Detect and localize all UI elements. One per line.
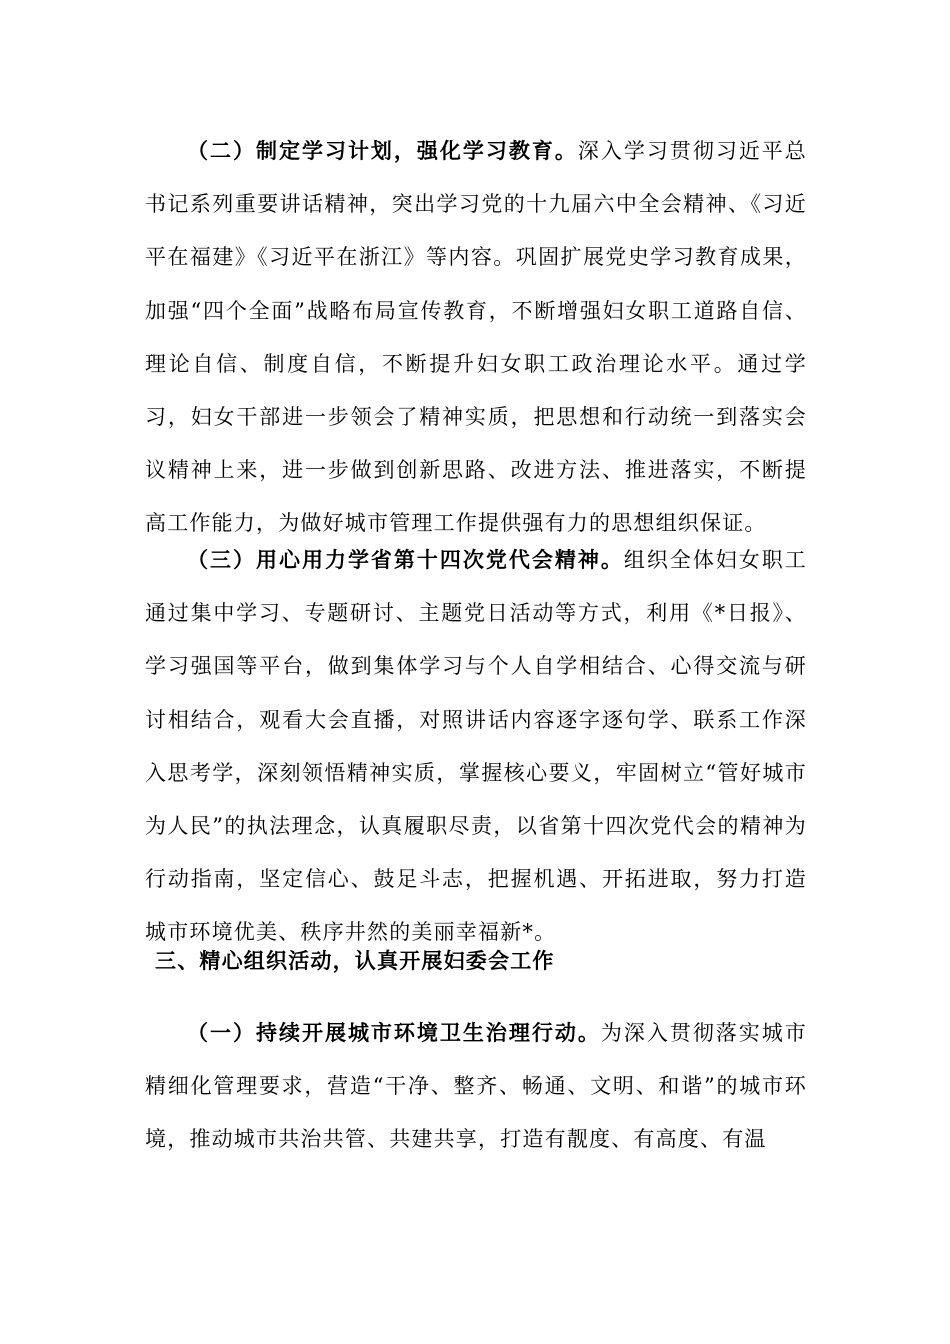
paragraph-body: 组织全体妇女职工通过集中学习、专题研讨、主题党日活动等方式，利用《*日报》、学习强国等平台，做到集体学习与个人自学相结合、心得交流与研讨相结合，观看大会直播，对照讲话内容逐字逐句学、联系工作深入思考学，深刻领悟精神实质，掌握核心要义，牢固树立“管好城市为人民”的执法理念，认真履职尽责，以省第十四次党代会的精神为行动指南，坚定信心、鼓足斗志，把握机遇、开拓进取，努力打造城市环境优美、秩序井然的美丽幸福新*。 [145, 548, 807, 945]
paragraph-study-plan [145, 125, 807, 551]
paragraph-heading: （三）用心用力学省第十四次党代会精神。 [187, 548, 624, 572]
paragraph-party-congress [145, 534, 807, 960]
paragraph-body: 深入学习贯彻习近平总书记系列重要讲话精神，突出学习党的十九届六中全会精神、《习近平在福建》《习近平在浙江》等内容。巩固扩展党史学习教育成果，加强“四个全面”战略布局宣传教育，不断增强妇女职工道路自信、理论自信、制度自信，不断提升妇女职工政治理论水平。通过学习，妇女干部进一步领会了精神实质，把思想和行动统一到落实会议精神上来，进一步做到创新思路、改进方法、推进落实，不断提高工作能力，为做好城市管理工作提供强有力的思想组织保证。 [145, 139, 808, 536]
section-heading: 三、精心组织活动，认真开展妇委会工作 [155, 949, 555, 973]
paragraph-heading: （一）持续开展城市环境卫生治理行动。 [187, 1021, 601, 1045]
paragraph-heading: （二）制定学习计划，强化学习教育。 [187, 139, 578, 163]
paragraph-environment-action [145, 1007, 807, 1167]
paragraph-body: 为深入贯彻落实城市精细化管理要求，营造“干净、整齐、畅通、文明、和谐”的城市环境，推动城市共治共管、共建共享，打造有靓度、有高度、有温 [145, 1021, 807, 1152]
